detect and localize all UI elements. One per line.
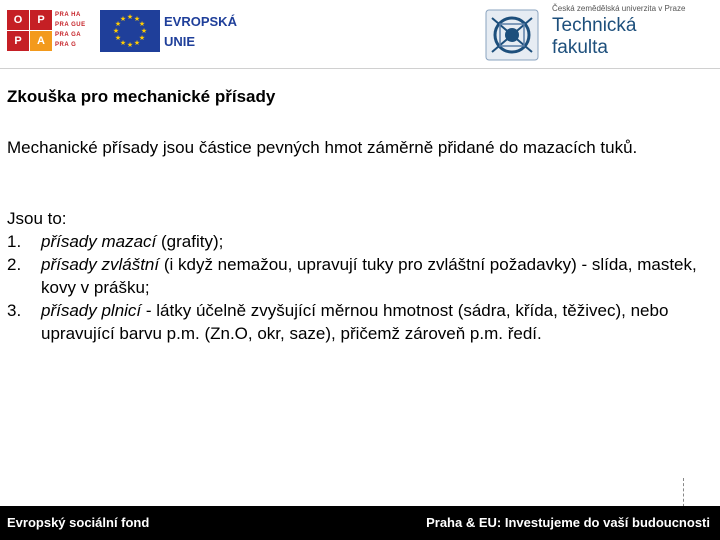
oppa-logo bbox=[7, 10, 53, 52]
list-text: (grafity); bbox=[156, 232, 224, 251]
header bbox=[0, 0, 720, 70]
list-text: - látky účelně zvyšující měrnou hmotnost (sádra, křída, těživec), nebo upravující barvu p.m. (Zn.O, okr, saze), přičemž zároveň p.m. ředí. bbox=[41, 301, 669, 343]
svg-text:★: ★ bbox=[114, 20, 122, 28]
svg-text:★: ★ bbox=[112, 27, 120, 35]
list-item bbox=[7, 253, 712, 299]
list-item bbox=[7, 230, 712, 253]
svg-text:★: ★ bbox=[119, 39, 127, 47]
svg-text:★: ★ bbox=[119, 15, 127, 23]
list-term: přísady zvláštní bbox=[41, 255, 160, 274]
oppa-letter: O bbox=[7, 10, 29, 30]
eu-line1: EVROPSKÁ bbox=[164, 14, 237, 29]
eu-line2: UNIE bbox=[164, 34, 196, 49]
svg-text:★: ★ bbox=[126, 13, 134, 21]
city-row: PRA GUE bbox=[55, 22, 86, 28]
list-number: 1. bbox=[7, 232, 22, 251]
oppa-letter: P bbox=[30, 10, 52, 30]
city-row: PRA GA bbox=[55, 32, 82, 38]
praha-city-logo bbox=[55, 10, 95, 52]
svg-text:★: ★ bbox=[138, 20, 146, 28]
oppa-letter: A bbox=[30, 31, 52, 51]
svg-text:★: ★ bbox=[126, 41, 134, 49]
faculty-emblem-icon bbox=[480, 4, 544, 64]
eu-logo-text bbox=[164, 12, 237, 52]
svg-text:★: ★ bbox=[140, 27, 148, 35]
city-row: PRA G bbox=[55, 42, 77, 48]
oppa-letter: P bbox=[7, 31, 29, 51]
header-divider bbox=[0, 68, 720, 69]
faculty-line2: fakulta bbox=[552, 37, 608, 58]
list-term: přísady plnicí bbox=[41, 301, 142, 320]
slide-paragraph: Mechanické přísady jsou částice pevných hmot záměrně přidané do mazacích tuků. bbox=[7, 138, 638, 157]
eu-flag-icon bbox=[100, 10, 160, 52]
list-number: 2. bbox=[7, 255, 22, 274]
faculty-line1: Technická bbox=[552, 15, 637, 36]
svg-text:★: ★ bbox=[133, 15, 141, 23]
list-term: přísady mazací bbox=[41, 232, 157, 251]
svg-text:★: ★ bbox=[138, 34, 146, 42]
list-number: 3. bbox=[7, 301, 22, 320]
list-intro: Jsou to: bbox=[7, 209, 67, 228]
svg-text:★: ★ bbox=[114, 34, 122, 42]
footer bbox=[0, 506, 720, 540]
university-name: Česká zemědělská univerzita v Praze bbox=[552, 4, 686, 13]
list-text: (i když nemažou, upravují tuky pro zvláštní požadavky) - slída, mastek, kovy v prášku; bbox=[41, 255, 697, 297]
list-item bbox=[7, 299, 712, 345]
additive-list bbox=[7, 230, 712, 345]
faculty-name bbox=[552, 15, 637, 59]
slide-title: Zkouška pro mechanické přísady bbox=[7, 87, 276, 106]
city-row: PRA HA bbox=[55, 12, 81, 18]
footer-right-text: Praha & EU: Investujeme do vaší budoucnosti bbox=[426, 515, 710, 530]
footer-left-text: Evropský sociální fond bbox=[7, 515, 150, 530]
svg-text:★: ★ bbox=[133, 39, 141, 47]
